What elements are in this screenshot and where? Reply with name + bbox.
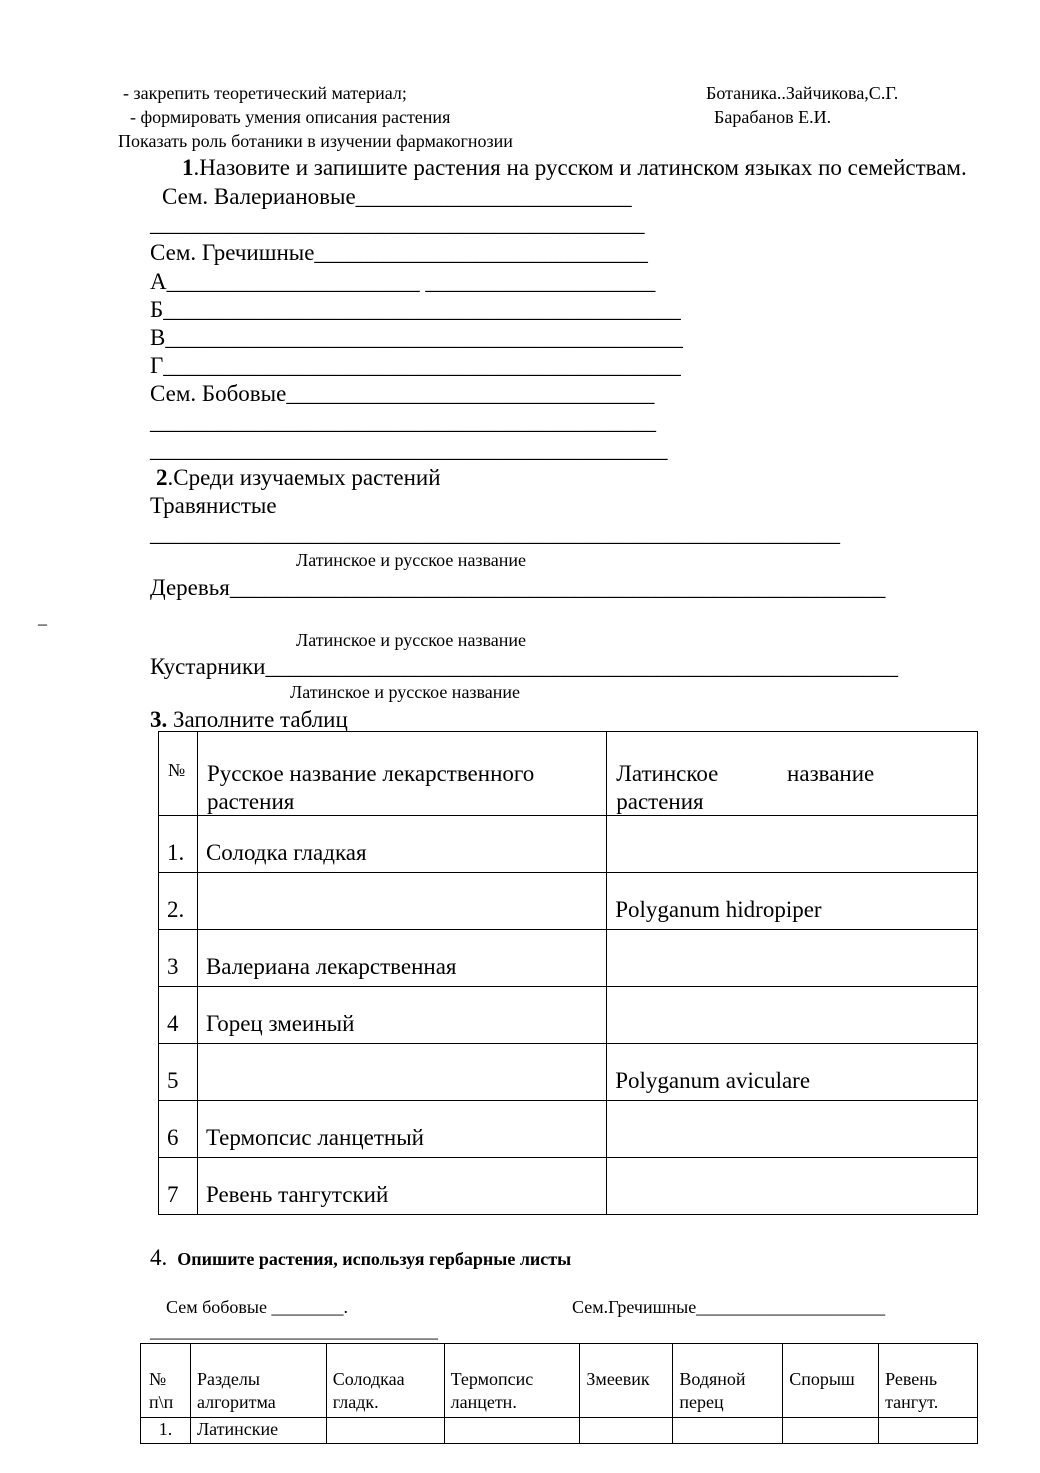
header-licorice: Солодкаа гладк. — [326, 1344, 444, 1418]
table-row — [141, 1417, 978, 1443]
task2-heading — [156, 466, 441, 489]
line-v: В_____________________________________________ — [150, 325, 683, 350]
row-cell — [326, 1417, 444, 1443]
row-russian-name: Солодка гладкая — [197, 816, 606, 873]
row-number: 4 — [159, 987, 198, 1044]
plants-table-header — [159, 732, 978, 816]
header-rhubarb: Ревень тангут. — [879, 1344, 978, 1418]
task3-number: 3. — [150, 707, 168, 732]
table-row — [159, 930, 978, 987]
task4-heading — [150, 1246, 571, 1269]
stray-dash: _ — [38, 607, 47, 627]
task3-text: Заполните таблиц — [167, 707, 348, 732]
row-latin-name — [607, 1101, 978, 1158]
table-row — [159, 1158, 978, 1215]
row-russian-name: Валериана лекарственная — [197, 930, 606, 987]
line-blank-3: _____________________________________________ — [150, 437, 668, 462]
shrubs-line: Кустарники_______________________________________________________ — [150, 654, 898, 679]
buckwheat-line: Сем.Гречишные_____________________ — [572, 1297, 886, 1317]
row-number: 1. — [159, 816, 198, 873]
table-row — [159, 816, 978, 873]
row-number: 7 — [159, 1158, 198, 1215]
table-row — [159, 987, 978, 1044]
line-g: Г_____________________________________________ — [150, 353, 681, 378]
table-row — [159, 873, 978, 930]
header-latin-word2: название — [787, 761, 875, 786]
row-number: 6 — [159, 1101, 198, 1158]
row-latin-name — [607, 930, 978, 987]
task1-text: .Назовите и запишите растения на русском и латинском языках по семействам. — [193, 155, 967, 180]
header-latin-word3: растения — [616, 788, 704, 814]
row-number: 2. — [159, 873, 198, 930]
goal-3: Показать роль ботаники в изучении фармакогнозии — [118, 131, 513, 151]
row-number: 5 — [159, 1044, 198, 1101]
caption-shrubs: Латинское и русское название — [290, 682, 521, 702]
row-cell — [444, 1417, 580, 1443]
row-section: Латинские — [190, 1417, 326, 1443]
goal-2: - формировать умения описания растения — [130, 107, 451, 127]
header-latin-name — [607, 732, 978, 816]
line-valerian: Сем. Валериановые________________________ — [162, 184, 632, 209]
header-bistort: Змеевик — [580, 1344, 673, 1418]
header-sections: Разделы алгоритма — [190, 1344, 326, 1418]
herbarium-table — [140, 1343, 978, 1444]
row-russian-name — [197, 1044, 606, 1101]
row-russian-name: Термопсис ланцетный — [197, 1101, 606, 1158]
task2-text: .Среди изучаемых растений — [167, 465, 441, 490]
reference-2: Барабанов Е.И. — [714, 107, 832, 127]
task3-heading — [150, 708, 348, 731]
header-knotweed: Спорыш — [783, 1344, 879, 1418]
row-russian-name: Горец змеиный — [197, 987, 606, 1044]
row-russian-name — [197, 873, 606, 930]
line-a: А______________________ ____________________ — [150, 269, 656, 294]
row-cell — [673, 1417, 783, 1443]
task4-number: 4. — [150, 1245, 168, 1270]
task1-number: 1 — [182, 155, 194, 180]
task2-number: 2 — [156, 465, 168, 490]
caption-herbs: Латинское и русское название — [296, 550, 527, 570]
row-number: 1. — [141, 1417, 191, 1443]
header-thermopsis: Термопсис ланцетн. — [444, 1344, 580, 1418]
herbs-label: Травянистые — [150, 493, 277, 518]
header-index: № п\п — [141, 1344, 191, 1418]
task4-text: Опишите растения, используя гербарные листы — [177, 1249, 572, 1269]
line-legumes: Сем. Бобовые________________________________ — [150, 381, 655, 406]
row-cell — [783, 1417, 879, 1443]
plants-table — [158, 731, 978, 1215]
caption-trees: Латинское и русское название — [296, 630, 527, 650]
legumes-line: Сем бобовые ________. — [166, 1297, 349, 1317]
row-cell — [580, 1417, 673, 1443]
herbs-line: ____________________________________________________________ — [150, 521, 840, 546]
goal-1: - закрепить теоретический материал; — [123, 83, 407, 103]
row-latin-name — [607, 1158, 978, 1215]
herbarium-table-header — [141, 1344, 978, 1418]
line-b: Б_____________________________________________ — [150, 297, 681, 322]
row-number: 3 — [159, 930, 198, 987]
line-blank-2: ____________________________________________ — [150, 409, 656, 434]
row-cell — [879, 1417, 978, 1443]
header-latin-word1: Латинское — [616, 761, 719, 786]
header-water-pepper: Водяной перец — [673, 1344, 783, 1418]
row-latin-name — [607, 816, 978, 873]
line-buckwheat: Сем. Гречишные_____________________________ — [150, 240, 648, 265]
row-latin-name — [607, 987, 978, 1044]
row-latin-name: Polyganum hidropiper — [607, 873, 978, 930]
row-russian-name: Ревень тангутский — [197, 1158, 606, 1215]
header-russian-name: Русское название лекарственного растения — [197, 732, 606, 816]
line-blank-1: ___________________________________________ — [150, 211, 645, 236]
table-row — [159, 1044, 978, 1101]
row-latin-name: Polyganum aviculare — [607, 1044, 978, 1101]
table-row — [159, 1101, 978, 1158]
reference-1: Ботаника..Зайчикова,С.Г. — [706, 83, 899, 103]
task1-heading — [182, 156, 967, 179]
header-number: № — [159, 732, 198, 816]
blank-line: ________________________________ — [150, 1321, 438, 1341]
trees-line: Деревья_________________________________________________________ — [150, 575, 886, 600]
